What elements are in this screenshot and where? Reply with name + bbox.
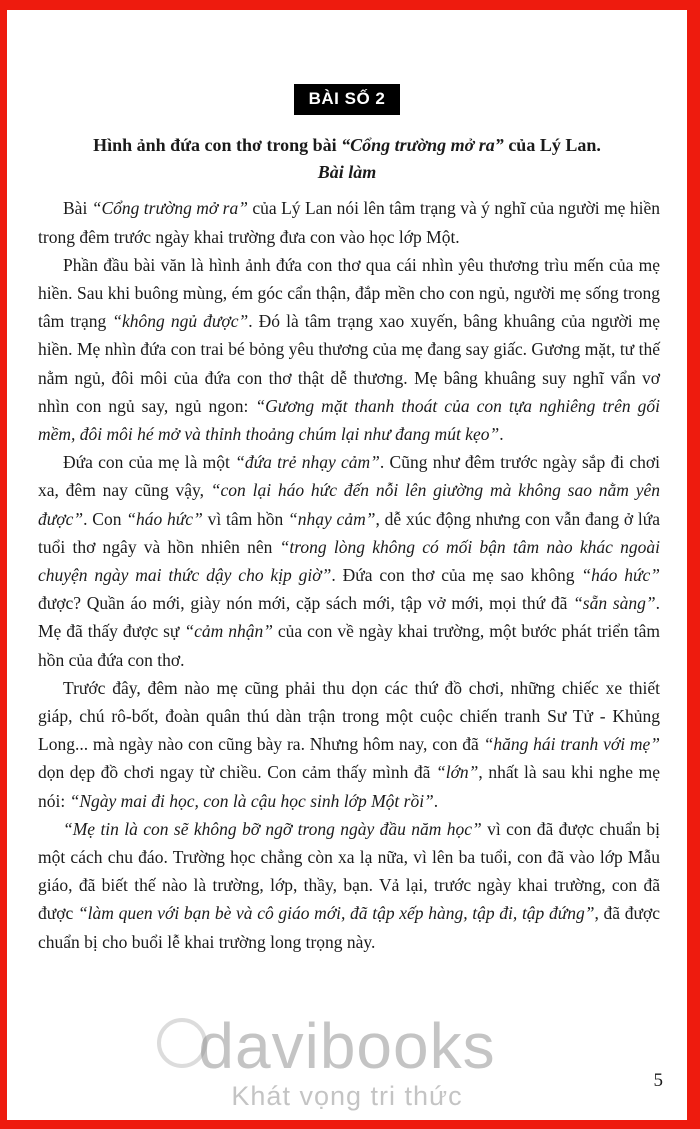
text-segment: “Ngày mai đi học, con là cậu học sinh lớp Một rồi” xyxy=(69,790,434,811)
text-segment: dọn dẹp đồ chơi ngay từ chiều. Con cảm thấy mình đã xyxy=(38,762,436,783)
text-segment: Phần đầu bài văn là hình ảnh đứa con thơ qua cái nhìn yêu thương trìu mến của mẹ hiền. Sau khi buông mùng, ém góc cẩn thận, đắp mền cho con ngủ, người mẹ sống trong tâm trạng xyxy=(38,254,660,332)
text-segment: , nhất là sau khi nghe mẹ nói: xyxy=(38,762,660,811)
text-segment: “cảm nhận” xyxy=(184,621,273,642)
essay-body xyxy=(7,194,687,955)
watermark-brand-text: davibooks xyxy=(198,1010,496,1083)
text-segment: Trước đây, đêm nào mẹ cũng phải thu dọn các thứ đồ chơi, những chiếc xe thiết giáp, chú rô-bốt, đoàn quân thú dàn trận trong một cuộc chiến tranh Sư Tử - Khủng Long... mà ngày nào con cũng bày ra. Nhưng hôm nay, con đã xyxy=(38,677,660,755)
paragraph xyxy=(38,194,660,250)
text-segment: “con lại háo hức đến nỗi lên giường mà không sao nằm yên được” xyxy=(38,480,661,529)
text-segment: “nhạy cảm” xyxy=(288,508,376,529)
text-segment: của con về ngày khai trường, một bước phát triển tâm hồn của đứa con thơ. xyxy=(38,621,660,670)
text-segment: Bài xyxy=(63,198,92,219)
text-segment: , đã được chuẩn bị cho buổi lễ khai trường long trọng này. xyxy=(38,903,661,952)
text-segment: . Cũng như đêm trước ngày sắp đi chơi xa, đêm nay cũng vậy, xyxy=(38,452,660,501)
text-segment: vì con đã được chuẩn bị một cách chu đáo. Trường học chẳng còn xa lạ nữa, vì lên ba tuổi, con đã vào lớp Mẫu giáo, đã biết thế nào là trường, lớp, thầy, bạn. Vả lại, trước ngày khai trường, con đã được xyxy=(38,818,660,924)
text-segment: “háo hức” xyxy=(581,564,661,585)
essay-title xyxy=(27,133,667,157)
watermark-logo-circle-icon xyxy=(157,1018,207,1068)
text-segment: . Đứa con thơ của mẹ sao không xyxy=(331,564,582,585)
text-segment: “không ngủ được” xyxy=(112,311,249,332)
paragraph xyxy=(38,251,660,448)
text-segment: của Lý Lan. xyxy=(503,135,601,155)
text-segment: “hăng hái tranh với mẹ” xyxy=(483,734,661,755)
text-segment: Đứa con của mẹ là một xyxy=(63,452,236,473)
watermark-tagline-text: Khát vọng tri thức xyxy=(231,1081,463,1112)
paragraph xyxy=(38,674,660,815)
text-segment: . xyxy=(499,423,504,444)
text-segment: được? Quần áo mới, giày nón mới, cặp sách mới, tập vở mới, mọi thứ đã xyxy=(38,593,574,614)
text-segment: “đứa trẻ nhạy cảm” xyxy=(235,452,380,473)
paragraph xyxy=(38,448,660,674)
text-segment: . Con xyxy=(83,508,127,529)
text-segment: , dễ xúc động nhưng con vẫn đang ở lứa tuổi thơ ngây và hồn nhiên nên xyxy=(38,508,660,557)
lesson-number-badge: BÀI SỐ 2 xyxy=(294,84,401,115)
text-segment: “làm quen với bạn bè và cô giáo mới, đã tập xếp hàng, tập đi, tập đứng” xyxy=(77,903,595,924)
text-segment: . Mẹ đã thấy được sự xyxy=(38,593,660,642)
paragraph xyxy=(38,815,660,956)
text-segment: “lớn” xyxy=(435,762,479,783)
page-number: 5 xyxy=(653,1070,663,1091)
text-segment: “Cổng trường mở ra” xyxy=(341,135,504,155)
text-segment: “sẵn sàng” xyxy=(573,593,656,614)
text-segment: vì tâm hồn xyxy=(202,508,289,529)
text-segment: . xyxy=(433,790,439,811)
text-segment: . Đó là tâm trạng xao xuyến, bâng khuâng của người mẹ hiền. Mẹ nhìn đứa con trai bé bỏng yêu thương của mẹ đang say giấc. Gương mặt, tư thế nằm ngủ, đôi môi của đứa con thơ thật dễ thương. Mẹ bâng khuâng suy nghĩ vẩn vơ nhìn con ngủ say, ngủ ngon: xyxy=(38,311,660,416)
text-segment: của Lý Lan nói lên tâm trạng và ý nghĩ của người mẹ hiền trong đêm trước ngày khai trường đưa con vào học lớp Một. xyxy=(38,198,660,247)
text-segment: “háo hức” xyxy=(126,508,203,529)
watermark xyxy=(7,1010,687,1112)
text-segment: “Cổng trường mở ra” xyxy=(91,198,248,219)
text-segment: “Gương mặt thanh thoát của con tựa nghiêng trên gối mềm, đôi môi hé mở và thỉnh thoảng chúm lại như đang mút kẹo” xyxy=(38,395,661,444)
text-segment: Hình ảnh đứa con thơ trong bài xyxy=(93,135,342,155)
text-segment: “trong lòng không có mối bận tâm nào khác ngoài chuyện ngày mai thức dậy cho kịp giờ” xyxy=(38,536,660,585)
text-segment: “Mẹ tin là con sẽ không bỡ ngỡ trong ngày đầu năm học” xyxy=(63,818,482,839)
essay-subtitle: Bài làm xyxy=(317,162,377,183)
